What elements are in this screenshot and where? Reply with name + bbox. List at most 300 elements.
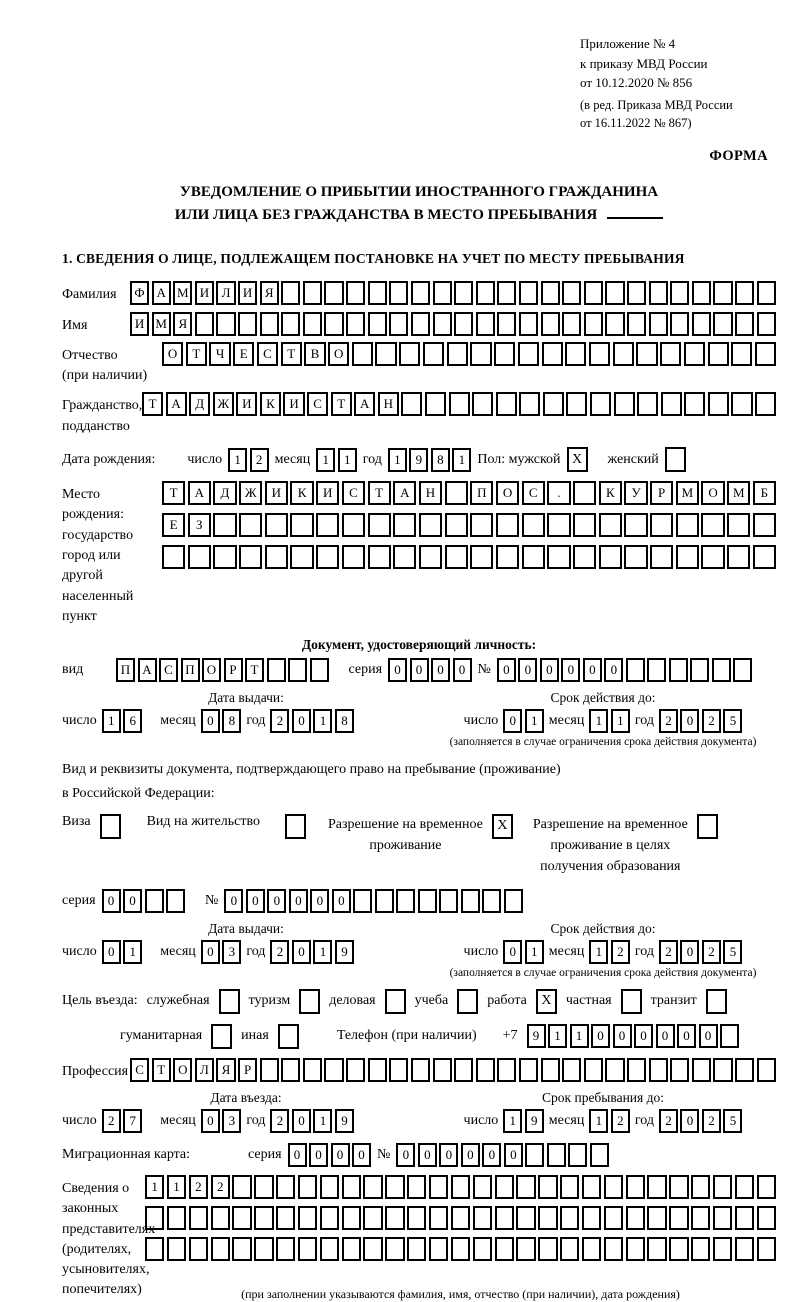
- char-cell: [538, 1175, 557, 1199]
- char-cell: [429, 1237, 448, 1261]
- char-cell: [260, 312, 279, 336]
- char-cell: [368, 281, 387, 305]
- char-cell: [626, 658, 645, 682]
- char-cell: [316, 513, 339, 537]
- char-cell: 0: [410, 658, 429, 682]
- char-cell: Д: [189, 392, 210, 416]
- char-cell: [239, 545, 262, 569]
- valid-month-label: месяц: [548, 713, 585, 729]
- char-cell: [733, 658, 752, 682]
- char-cell: А: [152, 281, 171, 305]
- char-cell: [562, 312, 581, 336]
- purpose-work-checkbox: X: [536, 989, 557, 1014]
- char-cell: [497, 312, 516, 336]
- char-cell: [276, 1237, 295, 1261]
- char-cell: [582, 1237, 601, 1261]
- char-cell: [407, 1237, 426, 1261]
- profession-row: [62, 1058, 776, 1082]
- char-cell: М: [676, 481, 699, 505]
- char-cell: [449, 392, 470, 416]
- entry-dates: [62, 1090, 776, 1133]
- annex-line: Приложение № 4: [580, 36, 676, 51]
- birthdate-day-label: число: [187, 451, 223, 467]
- char-cell: [626, 1237, 645, 1261]
- section1-heading: 1. СВЕДЕНИЯ О ЛИЦЕ, ПОДЛЕЖАЩЕМ ПОСТАНОВКЕ НА УЧЕТ ПО МЕСТУ ПРЕБЫВАНИЯ: [62, 251, 685, 267]
- title-blank-underline: [607, 217, 663, 219]
- stay-until-day-cells: [503, 1109, 544, 1133]
- char-cell: [660, 342, 681, 366]
- char-cell: [755, 392, 776, 416]
- migration-card-number-cells: [396, 1143, 609, 1167]
- char-cell: 0: [461, 1143, 480, 1167]
- birthplace-label: Место рождения: государство город или другой населенный пункт: [62, 487, 134, 624]
- char-cell: [605, 1058, 624, 1082]
- char-cell: .: [547, 481, 570, 505]
- birthdate-year-cells: [388, 448, 472, 472]
- char-cell: [451, 1175, 470, 1199]
- char-cell: [454, 281, 473, 305]
- stay-valid-day-cells: [503, 940, 544, 964]
- char-cell: [543, 392, 564, 416]
- char-cell: [519, 312, 538, 336]
- char-cell: 1: [313, 940, 332, 964]
- char-cell: [495, 1175, 514, 1199]
- char-cell: [757, 1237, 776, 1261]
- char-cell: [213, 545, 236, 569]
- purpose-transit-checkbox: [706, 989, 727, 1014]
- char-cell: [713, 312, 732, 336]
- birthplace-row: [62, 481, 776, 627]
- representatives-section: [62, 1175, 776, 1302]
- char-cell: [727, 545, 750, 569]
- form-title-line2: ИЛИ ЛИЦА БЕЗ ГРАЖДАНСТВА В МЕСТО ПРЕБЫВАНИЯ: [62, 204, 776, 227]
- char-cell: [419, 545, 442, 569]
- char-cell: Е: [162, 513, 185, 537]
- char-cell: 0: [439, 1143, 458, 1167]
- char-cell: 0: [482, 1143, 501, 1167]
- phone-cells: [527, 1024, 740, 1048]
- char-cell: [637, 392, 658, 416]
- char-cell: 0: [292, 1109, 311, 1133]
- char-cell: [389, 1058, 408, 1082]
- char-cell: [303, 1058, 322, 1082]
- char-cell: 0: [613, 1024, 632, 1048]
- char-cell: Я: [216, 1058, 235, 1082]
- char-cell: 2: [659, 1109, 678, 1133]
- char-cell: [167, 1237, 186, 1261]
- char-cell: О: [496, 481, 519, 505]
- char-cell: [757, 281, 776, 305]
- stay-doc-number-cells: [224, 889, 523, 913]
- char-cell: [407, 1206, 426, 1230]
- purpose-transit-label: транзит: [650, 993, 697, 1009]
- form-title-line1: УВЕДОМЛЕНИЕ О ПРИБЫТИИ ИНОСТРАННОГО ГРАЖДАНИНА: [179, 183, 659, 200]
- char-cell: 8: [335, 709, 354, 733]
- char-cell: 8: [222, 709, 241, 733]
- char-cell: П: [181, 658, 200, 682]
- char-cell: Т: [152, 1058, 171, 1082]
- char-cell: 2: [611, 1109, 630, 1133]
- char-cell: [516, 1175, 535, 1199]
- char-cell: [232, 1206, 251, 1230]
- char-cell: Т: [368, 481, 391, 505]
- char-cell: [757, 1175, 776, 1199]
- char-cell: [473, 1237, 492, 1261]
- entry-month-cells: [201, 1109, 242, 1133]
- char-cell: Т: [162, 481, 185, 505]
- identity-doc-series-label: серия: [348, 662, 383, 678]
- char-cell: [385, 1206, 404, 1230]
- char-cell: Я: [173, 312, 192, 336]
- char-cell: [649, 281, 668, 305]
- char-cell: 2: [102, 1109, 121, 1133]
- patronymic-cells: [162, 342, 776, 366]
- char-cell: [649, 1058, 668, 1082]
- char-cell: 0: [102, 940, 121, 964]
- valid-until-heading: Срок действия до:: [550, 690, 656, 706]
- identity-doc-heading: Документ, удостоверяющий личность:: [301, 637, 537, 653]
- char-cell: [265, 545, 288, 569]
- char-cell: [368, 545, 391, 569]
- char-cell: [626, 1206, 645, 1230]
- char-cell: 1: [589, 709, 608, 733]
- stay-issue-heading: Дата выдачи:: [208, 920, 284, 936]
- char-cell: Н: [419, 481, 442, 505]
- char-cell: Р: [650, 481, 673, 505]
- char-cell: 1: [145, 1175, 164, 1199]
- char-cell: [303, 281, 322, 305]
- char-cell: [473, 1206, 492, 1230]
- birthdate-month-label: месяц: [274, 451, 311, 467]
- char-cell: [232, 1175, 251, 1199]
- char-cell: [260, 1058, 279, 1082]
- char-cell: 1: [589, 940, 608, 964]
- char-cell: [445, 545, 468, 569]
- valid-year-cells: [659, 709, 743, 733]
- char-cell: [290, 513, 313, 537]
- char-cell: 0: [292, 709, 311, 733]
- char-cell: [423, 342, 444, 366]
- char-cell: 0: [677, 1024, 696, 1048]
- char-cell: [368, 513, 391, 537]
- char-cell: [690, 658, 709, 682]
- char-cell: [363, 1206, 382, 1230]
- char-cell: [538, 1237, 557, 1261]
- char-cell: Ж: [239, 481, 262, 505]
- char-cell: М: [173, 281, 192, 305]
- char-cell: 2: [702, 940, 721, 964]
- purpose-label: Цель въезда:: [62, 993, 138, 1009]
- char-cell: [310, 658, 329, 682]
- char-cell: [497, 1058, 516, 1082]
- char-cell: [290, 545, 313, 569]
- char-cell: [447, 342, 468, 366]
- char-cell: [496, 392, 517, 416]
- char-cell: [713, 1175, 732, 1199]
- char-cell: [516, 1237, 535, 1261]
- char-cell: [445, 513, 468, 537]
- stay-doc-series-row: [62, 889, 776, 913]
- char-cell: 0: [604, 658, 623, 682]
- char-cell: Р: [238, 1058, 257, 1082]
- purpose-humanitarian-checkbox: [211, 1024, 232, 1049]
- purpose-study-checkbox: [457, 989, 478, 1014]
- entry-month-label: месяц: [160, 1113, 196, 1128]
- char-cell: [541, 1058, 560, 1082]
- sex-label: Пол: мужской: [477, 451, 561, 467]
- char-cell: [316, 545, 339, 569]
- char-cell: [692, 312, 711, 336]
- char-cell: [599, 513, 622, 537]
- char-cell: [735, 1175, 754, 1199]
- char-cell: 2: [659, 940, 678, 964]
- char-cell: 0: [288, 1143, 307, 1167]
- char-cell: 1: [611, 709, 630, 733]
- char-cell: [454, 312, 473, 336]
- char-cell: [281, 312, 300, 336]
- char-cell: Н: [378, 392, 399, 416]
- stay-issue-year-label: год: [246, 943, 266, 959]
- char-cell: [713, 1206, 732, 1230]
- char-cell: [418, 889, 437, 913]
- annex-reference-block: [580, 34, 776, 132]
- char-cell: [254, 1206, 273, 1230]
- char-cell: [346, 312, 365, 336]
- char-cell: [584, 1058, 603, 1082]
- char-cell: [504, 889, 523, 913]
- issue-month-cells: [201, 709, 242, 733]
- option-temp-residence: [328, 814, 513, 856]
- option-residence-permit: [147, 814, 306, 839]
- char-cell: 1: [316, 448, 335, 472]
- purpose-business-label: служебная: [146, 993, 210, 1009]
- char-cell: [368, 312, 387, 336]
- char-cell: 3: [222, 940, 241, 964]
- char-cell: [385, 1175, 404, 1199]
- char-cell: [445, 481, 468, 505]
- char-cell: 0: [289, 889, 308, 913]
- char-cell: 0: [102, 889, 121, 913]
- char-cell: 9: [527, 1024, 546, 1048]
- representatives-note: (при заполнении указываются фамилия, имя, отчество (при наличии), дата рождения): [241, 1287, 680, 1301]
- purpose-commercial-label: деловая: [329, 993, 376, 1009]
- char-cell: 1: [589, 1109, 608, 1133]
- char-cell: [342, 1175, 361, 1199]
- char-cell: [692, 1058, 711, 1082]
- char-cell: А: [138, 658, 157, 682]
- char-cell: [375, 889, 394, 913]
- char-cell: 0: [431, 658, 450, 682]
- annex-edit-line: (в ред. Приказа МВД России: [580, 97, 733, 112]
- char-cell: [669, 1175, 688, 1199]
- char-cell: [562, 1058, 581, 1082]
- char-cell: [324, 1058, 343, 1082]
- char-cell: [303, 312, 322, 336]
- char-cell: [708, 392, 729, 416]
- char-cell: 0: [503, 709, 522, 733]
- stay-doc-series-label: серия: [62, 892, 96, 908]
- char-cell: 1: [388, 448, 407, 472]
- char-cell: [573, 481, 596, 505]
- char-cell: [713, 1058, 732, 1082]
- char-cell: [613, 342, 634, 366]
- char-cell: 0: [680, 1109, 699, 1133]
- char-cell: [188, 545, 211, 569]
- profession-cells: [130, 1058, 776, 1082]
- char-cell: [542, 342, 563, 366]
- char-cell: 0: [680, 940, 699, 964]
- char-cell: Т: [281, 342, 302, 366]
- char-cell: [519, 281, 538, 305]
- char-cell: [399, 342, 420, 366]
- char-cell: В: [304, 342, 325, 366]
- char-cell: [541, 281, 560, 305]
- char-cell: [496, 513, 519, 537]
- char-cell: [566, 392, 587, 416]
- char-cell: [411, 1058, 430, 1082]
- char-cell: А: [166, 392, 187, 416]
- char-cell: [298, 1206, 317, 1230]
- char-cell: [389, 312, 408, 336]
- char-cell: [541, 312, 560, 336]
- stay-issue-month-label: месяц: [160, 943, 196, 959]
- char-cell: Т: [186, 342, 207, 366]
- char-cell: Т: [142, 392, 163, 416]
- char-cell: [565, 342, 586, 366]
- entry-day-cells: [102, 1109, 143, 1133]
- citizenship-row: [62, 392, 776, 437]
- citizenship-label: Гражданство, подданство: [62, 398, 143, 434]
- char-cell: О: [173, 1058, 192, 1082]
- char-cell: 1: [313, 1109, 332, 1133]
- char-cell: [352, 342, 373, 366]
- char-cell: [476, 312, 495, 336]
- char-cell: К: [290, 481, 313, 505]
- char-cell: Ж: [213, 392, 234, 416]
- char-cell: [298, 1237, 317, 1261]
- char-cell: 7: [123, 1109, 142, 1133]
- char-cell: [145, 1237, 164, 1261]
- char-cell: Л: [195, 1058, 214, 1082]
- issue-date-heading: Дата выдачи:: [208, 690, 284, 706]
- char-cell: [472, 392, 493, 416]
- stay-until-heading: Срок пребывания до:: [542, 1090, 664, 1105]
- char-cell: [731, 392, 752, 416]
- birthdate-month-cells: [316, 448, 357, 472]
- char-cell: [433, 312, 452, 336]
- char-cell: [496, 545, 519, 569]
- representatives-label: Сведения о законных представителях (родителях, усыновителях, попечителях): [62, 1181, 156, 1298]
- char-cell: 0: [699, 1024, 718, 1048]
- char-cell: [389, 281, 408, 305]
- char-cell: [627, 312, 646, 336]
- char-cell: [470, 513, 493, 537]
- issue-day-cells: [102, 709, 143, 733]
- char-cell: [470, 545, 493, 569]
- char-cell: [708, 342, 729, 366]
- char-cell: 0: [123, 889, 142, 913]
- char-cell: А: [354, 392, 375, 416]
- surname-cells: [130, 281, 776, 305]
- char-cell: [647, 1206, 666, 1230]
- purpose-private-label: частная: [565, 993, 612, 1009]
- char-cell: С: [130, 1058, 149, 1082]
- valid-year-label: год: [634, 713, 654, 729]
- char-cell: К: [599, 481, 622, 505]
- char-cell: [624, 513, 647, 537]
- stay-valid-note: (заполняется в случае ограничения срока действия документа): [449, 966, 757, 979]
- issue-year-cells: [270, 709, 354, 733]
- identity-doc-series-cells: [388, 658, 472, 682]
- char-cell: [267, 658, 286, 682]
- stay-doc-options: [62, 814, 776, 877]
- char-cell: [605, 281, 624, 305]
- char-cell: [755, 342, 776, 366]
- char-cell: [753, 513, 776, 537]
- char-cell: [669, 658, 688, 682]
- char-cell: Б: [753, 481, 776, 505]
- char-cell: 1: [123, 940, 142, 964]
- char-cell: [518, 342, 539, 366]
- stay-doc-number-label: №: [205, 892, 219, 908]
- char-cell: [753, 545, 776, 569]
- char-cell: [495, 1206, 514, 1230]
- firstname-label: Имя: [62, 317, 88, 333]
- firstname-cells: [130, 312, 776, 336]
- char-cell: [522, 545, 545, 569]
- birthdate-day-cells: [228, 448, 269, 472]
- char-cell: [494, 342, 515, 366]
- char-cell: [735, 281, 754, 305]
- char-cell: [342, 1237, 361, 1261]
- char-cell: 0: [224, 889, 243, 913]
- sex-male-checkbox: X: [567, 447, 588, 472]
- char-cell: [519, 1058, 538, 1082]
- char-cell: 2: [702, 709, 721, 733]
- residence-permit-checkbox: [285, 814, 306, 839]
- char-cell: [547, 545, 570, 569]
- surname-label: Фамилия: [62, 287, 117, 303]
- migration-card-series-label: серия: [248, 1147, 282, 1162]
- birthplace-cells-row1: [162, 481, 776, 505]
- visa-checkbox: [100, 814, 121, 839]
- char-cell: А: [393, 481, 416, 505]
- char-cell: [346, 1058, 365, 1082]
- char-cell: [584, 281, 603, 305]
- option-visa-label: Виза: [62, 813, 91, 829]
- option-temp-residence-education: [533, 814, 718, 877]
- stay-valid-heading: Срок действия до:: [550, 920, 656, 936]
- char-cell: [232, 1237, 251, 1261]
- option-temp-residence-education-label: Разрешение на временное проживание в целях получения образования: [532, 816, 688, 874]
- char-cell: [713, 1237, 732, 1261]
- char-cell: [522, 513, 545, 537]
- char-cell: [433, 281, 452, 305]
- stay-valid-year-cells: [659, 940, 743, 964]
- migration-card-series-cells: [288, 1143, 372, 1167]
- char-cell: [670, 1058, 689, 1082]
- char-cell: [454, 1058, 473, 1082]
- char-cell: 9: [409, 448, 428, 472]
- char-cell: 2: [270, 1109, 289, 1133]
- identity-doc-kind-label: вид: [62, 661, 84, 677]
- char-cell: 0: [201, 1109, 220, 1133]
- valid-day-label: число: [463, 713, 499, 729]
- char-cell: К: [260, 392, 281, 416]
- stay-issue-day-cells: [102, 940, 143, 964]
- char-cell: 0: [267, 889, 286, 913]
- char-cell: [757, 1206, 776, 1230]
